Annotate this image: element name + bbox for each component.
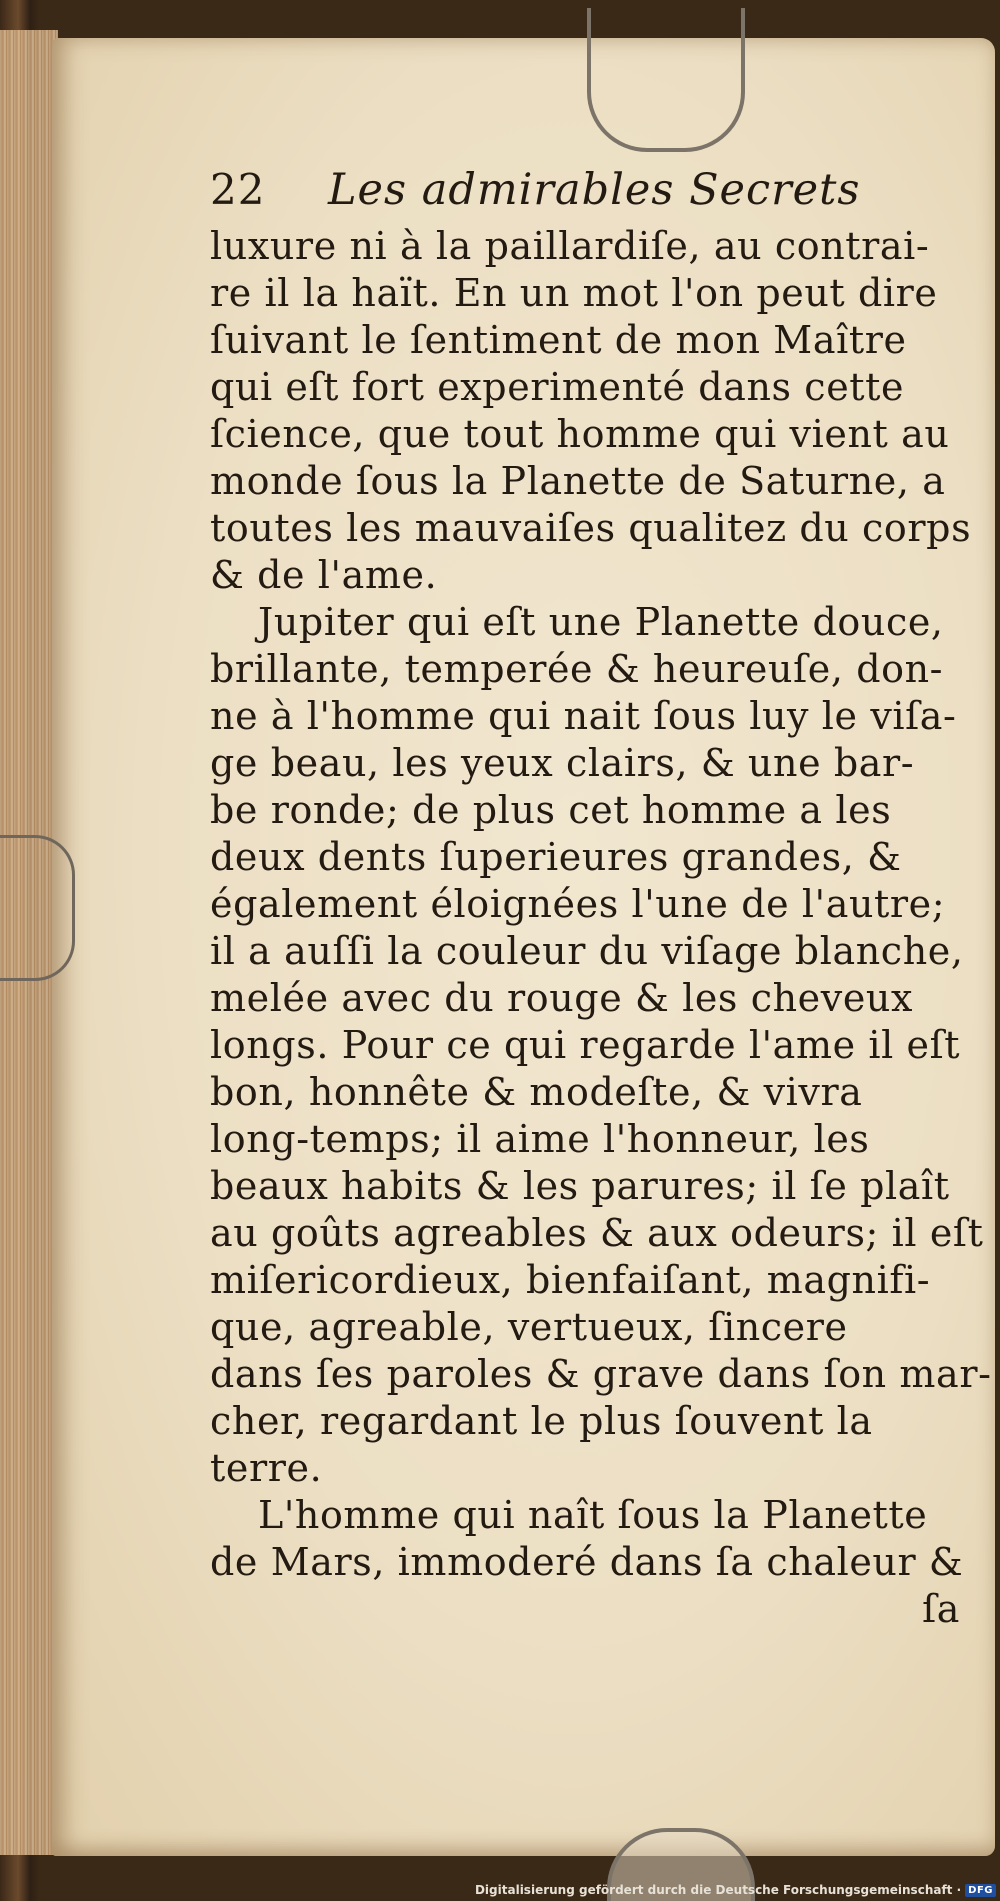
page-holder-tab — [0, 835, 75, 981]
text-line: également éloignées l'une de l'autre; — [210, 882, 946, 926]
digitization-credit — [475, 1883, 996, 1897]
text-line: ſcience, que tout homme qui vient au — [210, 412, 950, 456]
text-line: long-temps; il aime l'honneur, les — [210, 1117, 870, 1161]
text-line: Jupiter qui eſt une Planette douce, — [258, 600, 944, 644]
running-head — [210, 165, 970, 223]
text-line: cher, regardant le plus ſouvent la — [210, 1399, 873, 1443]
text-line: melée avec du rouge & les cheveux — [210, 976, 914, 1020]
text-line: miſericordieux, bienfaiſant, magnifi- — [210, 1258, 931, 1302]
text-line: ne à l'homme qui nait ſous luy le viſa- — [210, 694, 957, 738]
catchword: ſa — [922, 1587, 960, 1631]
text-line: longs. Pour ce qui regarde l'ame il eſt — [210, 1023, 961, 1067]
text-line: ſuivant le ſentiment de mon Maître — [210, 318, 907, 362]
text-line: bon, honnête & modeſte, & vivra — [210, 1070, 863, 1114]
text-line: monde ſous la Planette de Saturne, a — [210, 459, 946, 503]
text-line: toutes les mauvaiſes qualitez du corps — [210, 506, 972, 550]
text-line: il a auſſi la couleur du viſage blanche, — [210, 929, 964, 973]
credit-text: Digitalisierung gefördert durch die Deutsche Forschungsgemeinschaft · — [474, 1883, 962, 1897]
text-line: luxure ni à la paillardiſe, au contrai- — [210, 224, 930, 268]
text-line: de Mars, immoderé dans ſa chaleur & — [210, 1540, 964, 1584]
text-line: L'homme qui naît ſous la Planette — [258, 1493, 928, 1537]
clip-top — [587, 8, 745, 152]
text-line: ge beau, les yeux clairs, & une bar- — [210, 741, 915, 785]
running-head-title: Les admirables Secrets — [328, 165, 861, 215]
page-text — [210, 165, 992, 1633]
dfg-logo: DFG — [965, 1884, 996, 1897]
text-line: re il la haït. En un mot l'on peut dire — [210, 271, 938, 315]
text-line: que, agreable, vertueux, ſincere — [210, 1305, 848, 1349]
text-line: deux dents ſuperieures grandes, & — [210, 835, 902, 879]
text-line: qui eſt fort experimenté dans cette — [210, 365, 905, 409]
text-line: beaux habits & les parures; il ſe plaît — [210, 1164, 950, 1208]
page-number: 22 — [210, 165, 266, 214]
text-line: au goûts agreables & aux odeurs; il eſt — [210, 1211, 984, 1255]
text-line: dans ſes paroles & grave dans ſon mar- — [210, 1352, 992, 1396]
text-line: be ronde; de plus cet homme a les — [210, 788, 892, 832]
text-line: terre. — [210, 1446, 323, 1490]
text-line: & de l'ame. — [210, 553, 438, 597]
text-line: brillante, temperée & heureuſe, don- — [210, 647, 944, 691]
